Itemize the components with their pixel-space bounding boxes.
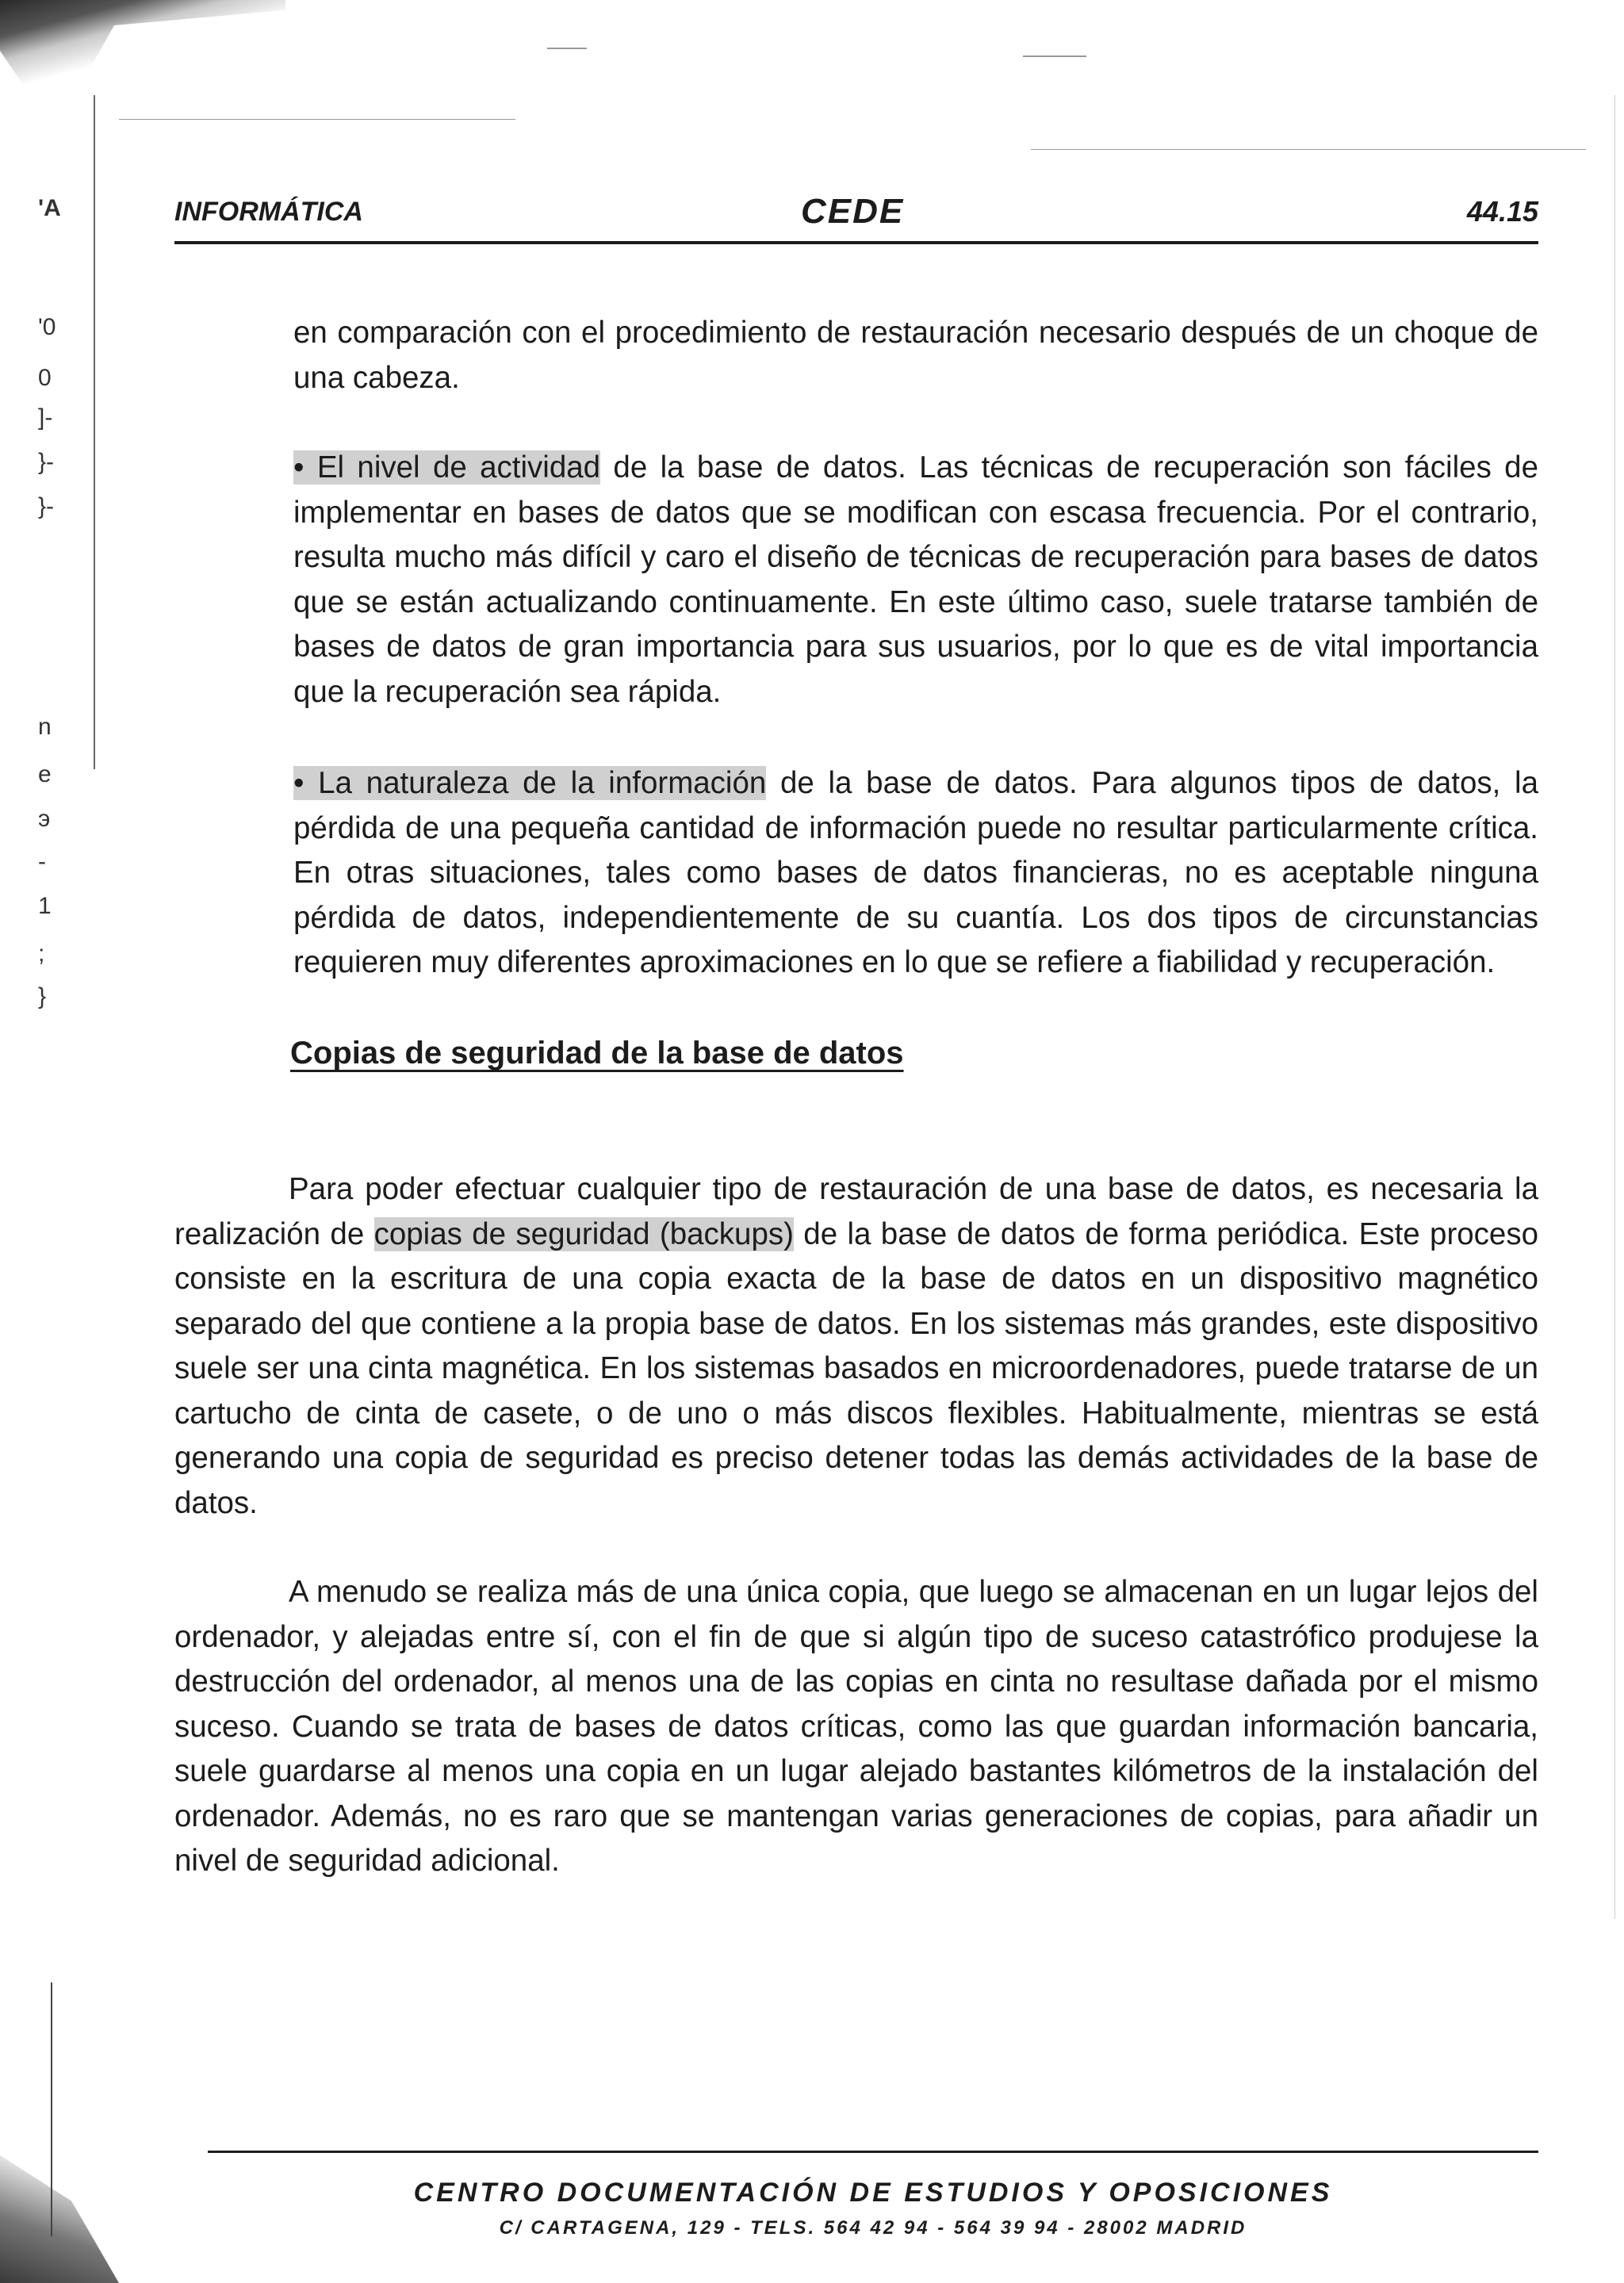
header-divider — [174, 241, 1538, 244]
margin-char: '0 — [38, 314, 56, 340]
paragraph-multiples-copias: A menudo se realiza más de una única copia, que luego se almacenan en un lugar lejos del ordenador, y alejadas entre sí, con el fin de que si algún tipo de suceso catastrófico produjese la destrucción del ordenador, al menos una de las copias en cinta no resultase dañada por el mismo suceso. Cuando se trata de bases de datos críticas, como las que guardan información bancaria, suele guardarse al menos una copia en un lugar alejado bastantes kilómetros de la instalación del ordenador. Además, no es raro que se mantengan varias generaciones de copias, para añadir un nivel de seguridad adicional. — [174, 1575, 1538, 1878]
margin-char: 'A — [38, 195, 61, 221]
scan-artifact-line — [1023, 56, 1086, 57]
scan-artifact-line — [1031, 149, 1586, 150]
paragraph-text: de la base de datos. Para algunos tipos de datos, la pérdida de una pequeña cantidad de información puede no resultar particularmente crítica. En otras situaciones, tales como bases de datos financieras, no es aceptable ninguna pérdida de datos, independientemente de su cuantía. Los dos tipos de circunstancias requieren muy diferentes aproximaciones en lo que se refiere a fiabilidad y recuperación. — [293, 766, 1538, 979]
highlighted-term: • El nivel de actividad — [293, 450, 601, 485]
margin-char: 0 — [38, 365, 52, 391]
scan-artifact-line — [119, 119, 515, 120]
margin-char: ]- — [38, 404, 53, 431]
paragraph-copias-seguridad — [174, 1167, 1538, 1526]
margin-char: }- — [38, 449, 55, 475]
paragraph-nivel-actividad — [293, 446, 1538, 714]
footer-organization: CENTRO DOCUMENTACIÓN DE ESTUDIOS Y OPOSICIONES — [413, 2178, 1333, 2208]
paragraph-naturaleza-informacion — [293, 761, 1538, 986]
scan-artifact-line — [547, 48, 587, 49]
section-title: INFORMÁTICA — [174, 197, 363, 227]
margin-char: э — [38, 806, 51, 832]
page-number: 44.15 — [1466, 195, 1538, 228]
highlighted-term: • La naturaleza de la información — [293, 766, 767, 800]
paragraph-text: de la base de datos. Las técnicas de recuperación son fáciles de implementar en bases de datos que se modifican con escasa frecuencia. Por el contrario, resulta mucho más difícil y caro el diseño de técnicas de recuperación para bases de datos que se están actualizando continuamente. En este último caso, suele tratarse también de bases de datos de gran importancia para sus usuarios, por lo que es de vital importancia que la recuperación sea rápida. — [293, 450, 1539, 709]
margin-char: n — [38, 714, 52, 740]
scan-artifact-line — [51, 1982, 52, 2236]
margin-char: e — [38, 761, 52, 787]
footer-address: C/ CARTAGENA, 129 - TELS. 564 42 94 - 564 39 94 - 28002 MADRID — [499, 2217, 1247, 2239]
page-header — [174, 192, 1538, 238]
paragraph-text: de la base de datos de forma periódica. Este proceso consiste en la escritura de una copia exacta de la base de datos en un dispositivo magnético separado del que contiene a la propia base de datos. En los sistemas más grandes, este dispositivo suele ser una cinta magnética. En los sistemas basados en microordenadores, puede tratarse de un cartucho de cinta de casete, o de uno o más discos flexibles. Habitualmente, mientras se está generando una copia de seguridad es preciso detener todas las demás actividades de la base de datos. — [174, 1216, 1539, 1520]
scan-artifact-line — [94, 95, 95, 769]
publisher-logo: CEDE — [801, 192, 905, 231]
margin-char: ; — [38, 940, 45, 967]
scan-artifact-line — [1614, 95, 1615, 1919]
paragraph-text: Para poder efectuar cualquier tipo de restauración de una base de datos, es necesaria la realización de — [174, 1172, 1538, 1251]
margin-char: }- — [38, 493, 55, 519]
scan-artifact-top-left — [0, 0, 285, 127]
paragraph-1: en comparación con el procedimiento de restauración necesario después de un choque de una cabeza. — [293, 316, 1538, 395]
margin-char: - — [38, 848, 46, 875]
highlighted-term: copias de seguridad (backups) — [373, 1216, 794, 1251]
margin-char: 1 — [38, 893, 52, 919]
scan-artifact-bottom-left — [0, 2101, 119, 2283]
margin-char: } — [38, 983, 47, 1009]
footer-divider — [208, 2151, 1538, 2153]
section-heading: Copias de seguridad de la base de datos — [290, 1036, 904, 1071]
